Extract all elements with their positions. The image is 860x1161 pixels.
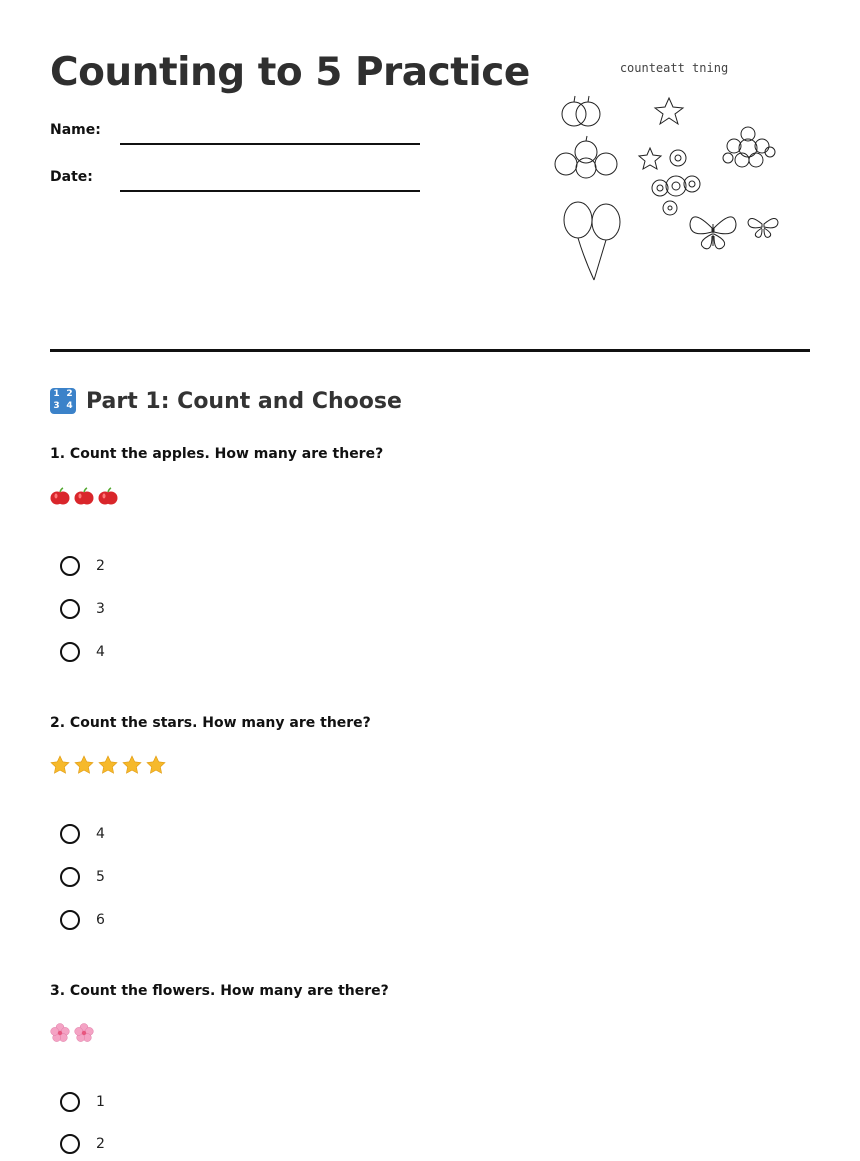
small-star-outline — [639, 148, 661, 169]
question-3-items — [50, 1023, 94, 1045]
question-2-option[interactable] — [60, 907, 105, 933]
radio-button[interactable] — [60, 1092, 80, 1112]
radio-button[interactable] — [60, 556, 80, 576]
question-1-option[interactable] — [60, 639, 105, 665]
question-2-text: 2. Count the stars. How many are there? — [50, 715, 371, 731]
radio-button[interactable] — [60, 910, 80, 930]
question-3-option[interactable] — [60, 1131, 105, 1157]
star-icon — [98, 755, 118, 775]
counting-things-illustration — [550, 88, 790, 288]
option-label: 1 — [96, 1094, 105, 1110]
star-icon — [50, 755, 70, 775]
question-2-option[interactable] — [60, 864, 105, 890]
radio-button[interactable] — [60, 642, 80, 662]
part-1-title: Part 1: Count and Choose — [86, 388, 402, 414]
part-1-heading — [50, 388, 402, 414]
question-3-option[interactable] — [60, 1089, 105, 1115]
apple-icon — [74, 486, 94, 506]
option-label: 5 — [96, 869, 105, 885]
clipart-caption: counteatt tning — [619, 61, 729, 75]
question-1-items — [50, 486, 118, 508]
star-icon — [74, 755, 94, 775]
date-label: Date: — [50, 169, 93, 185]
flower-cluster — [652, 150, 700, 215]
apple-icon — [50, 486, 70, 506]
option-label: 3 — [96, 601, 105, 617]
date-field-line[interactable] — [120, 190, 420, 192]
name-label: Name: — [50, 122, 101, 138]
radio-button[interactable] — [60, 824, 80, 844]
question-2-option[interactable] — [60, 821, 105, 847]
butterfly-large — [690, 217, 736, 249]
input-numbers-icon: 1 2 3 4 — [50, 388, 76, 414]
question-1-option[interactable] — [60, 596, 105, 622]
question-3-text: 3. Count the flowers. How many are there? — [50, 983, 389, 999]
option-label: 6 — [96, 912, 105, 928]
option-label: 2 — [96, 558, 105, 574]
option-label: 4 — [96, 826, 105, 842]
apple-outline-trio — [555, 136, 617, 178]
question-2-items — [50, 755, 166, 777]
question-1-option[interactable] — [60, 553, 105, 579]
section-divider — [50, 349, 810, 352]
name-field-line[interactable] — [120, 143, 420, 145]
cherry-blossom-icon — [74, 1023, 94, 1043]
big-flower — [723, 127, 775, 167]
star-outline — [655, 98, 683, 124]
question-1-text: 1. Count the apples. How many are there? — [50, 446, 384, 462]
star-icon — [122, 755, 142, 775]
apple-icon — [98, 486, 118, 506]
radio-button[interactable] — [60, 599, 80, 619]
apple-outline-pair — [562, 96, 600, 126]
star-icon — [146, 755, 166, 775]
balloons — [564, 202, 620, 280]
radio-button[interactable] — [60, 867, 80, 887]
option-label: 4 — [96, 644, 105, 660]
butterfly-small — [748, 218, 778, 237]
cherry-blossom-icon — [50, 1023, 70, 1043]
worksheet-title: Counting to 5 Practice — [50, 50, 530, 95]
radio-button[interactable] — [60, 1134, 80, 1154]
option-label: 2 — [96, 1136, 105, 1152]
